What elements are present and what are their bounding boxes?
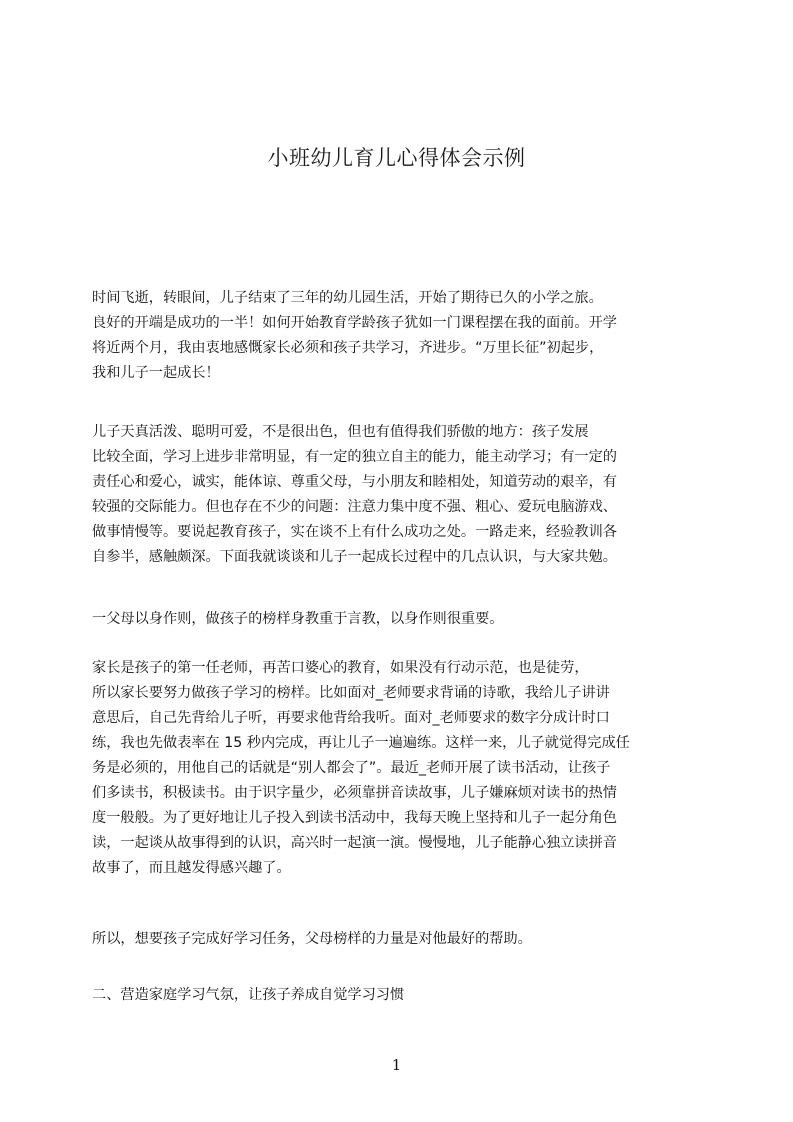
- paragraph-line: 较强的交际能力。但也存在不少的问题：注意力集中度不强、粗心、爱玩电脑游戏、: [92, 499, 617, 515]
- paragraph-line: 做事情慢等。要说起教育孩子，实在谈不上有什么成功之处。一路走来，经验教训各: [92, 524, 617, 540]
- paragraph-line: 练，我也先做表率在 15 秒内完成，再让儿子一遍遍练。这样一来，儿子就觉得完成任: [92, 735, 630, 751]
- paragraph-line: 读，一起谈从故事得到的认识，高兴时一起演一演。慢慢地，儿子能静心独立读拼音: [92, 835, 617, 851]
- paragraph-son-description: [92, 420, 704, 570]
- section-heading-one: [92, 607, 704, 632]
- paragraph-line: 家长是孩子的第一任老师，再苦口婆心的教育，如果没有行动示范，也是徒劳，: [92, 660, 589, 676]
- paragraph-line: 务是必须的，用他自己的话就是“别人都会了”。最近_老师开展了读书活动，让孩子: [92, 760, 611, 776]
- paragraph-intro: [92, 286, 704, 386]
- paragraph-line: 们多读书，积极读书。由于识字量少，必须靠拼音读故事，儿子嫌麻烦对读书的热情: [92, 785, 617, 801]
- paragraph-line: 度一般般。为了更好地让儿子投入到读书活动中，我每天晚上坚持和儿子一起分角色: [92, 810, 617, 826]
- paragraph-parent-example: [92, 656, 704, 881]
- paragraph-line: 我和儿子一起成长！: [92, 365, 220, 381]
- page-number: 1: [391, 1056, 402, 1074]
- paragraph-line: 将近两个月，我由衷地感慨家长必须和孩子共学习，齐进步。“万里长征”初起步，: [92, 340, 604, 356]
- section-heading-two: [92, 983, 704, 1008]
- document-title: 小班幼儿育儿心得体会示例: [267, 146, 526, 170]
- paragraph-line: 意思后，自己先背给儿子听，再要求他背给我听。面对_老师要求的数字分成计时口: [92, 710, 610, 726]
- paragraph-line: 故事了，而且越发得感兴趣了。: [92, 860, 291, 876]
- paragraph-conclusion: [92, 927, 704, 952]
- paragraph-line: 所以家长要努力做孩子学习的榜样。比如面对_老师要求背诵的诗歌，我给儿子讲讲: [92, 685, 610, 701]
- paragraph-line: 时间飞逝，转眼间，儿子结束了三年的幼儿园生活，开始了期待已久的小学之旅。: [92, 290, 603, 306]
- paragraph-line: 责任心和爱心，诚实，能体谅、尊重父母，与小朋友和睦相处，知道劳动的艰辛，有: [92, 474, 617, 490]
- paragraph-line: 良好的开端是成功的一半！如何开始教育学龄孩子犹如一门课程摆在我的面前。开学: [92, 315, 617, 331]
- heading-line: 二、营造家庭学习气氛，让孩子养成自觉学习习惯: [92, 987, 405, 1003]
- paragraph-line: 儿子天真活泼、聪明可爱，不是很出色，但也有值得我们骄傲的地方：孩子发展: [92, 424, 589, 440]
- paragraph-line: 自参半，感触颇深。下面我就谈谈和儿子一起成长过程中的几点认识，与大家共勉。: [92, 549, 617, 565]
- paragraph-line: 所以，想要孩子完成好学习任务，父母榜样的力量是对他最好的帮助。: [92, 931, 532, 947]
- paragraph-line: 比较全面，学习上进步非常明显，有一定的独立自主的能力，能主动学习；有一定的: [92, 449, 617, 465]
- heading-line: 一父母以身作则，做孩子的榜样身教重于言教，以身作则很重要。: [92, 611, 504, 627]
